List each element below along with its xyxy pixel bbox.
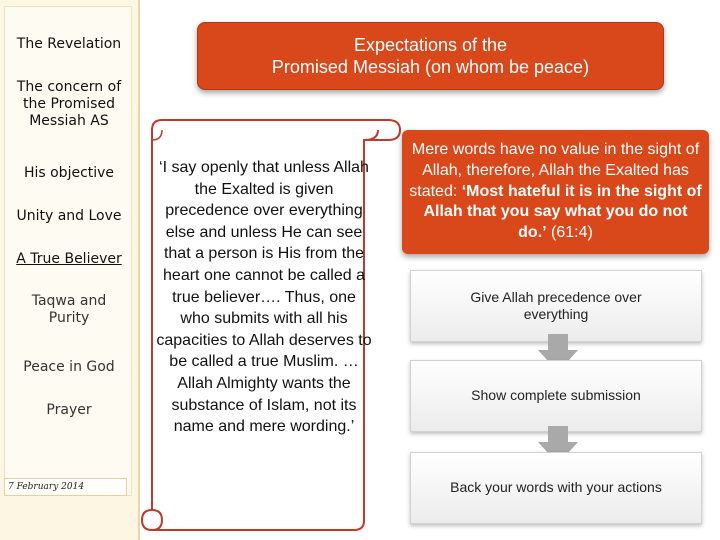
step-complete-submission xyxy=(410,360,702,432)
sidebar-item-the-revelation[interactable]: The Revelation xyxy=(16,36,122,52)
sidebar-item-unity-and-love[interactable]: Unity and Love xyxy=(16,208,122,224)
callout-text xyxy=(408,140,703,244)
date-label: 7 February 2014 xyxy=(4,478,127,496)
sidebar-item-a-true-believer[interactable]: A True Believer xyxy=(16,251,122,267)
callout-intro: Mere words have no value in the sight of Allah, therefore, Allah the Exalted has stated: xyxy=(409,141,700,200)
step-back-words-with-actions xyxy=(410,452,702,524)
quote-text: ‘I say openly that unless Allah the Exalted is given precedence over everything else and unless He can see that a person is His from the heart one cannot be called a true believer…. Thus, one who submits with all his capacities to Allah deserves to be called a true Muslim. … Allah Almighty wants the substance of Islam, not its name and mere wording.’ xyxy=(156,159,372,436)
page-title-line-1: Expectations of the xyxy=(353,34,508,55)
callout-box xyxy=(402,130,709,254)
sidebar-item-taqwa-and-purity[interactable]: Taqwa and Purity xyxy=(31,293,107,326)
page-title xyxy=(197,22,664,90)
page-title-line-2: Promised Messiah (on whom be peace) xyxy=(271,57,590,77)
callout-verse: ‘Most hateful it is in the sight of Allah that you say what you do not do.’ xyxy=(423,182,702,242)
sidebar-item-his-objective[interactable]: His objective xyxy=(23,165,115,181)
step-give-precedence xyxy=(410,270,702,342)
step-label: Back your words with your actions xyxy=(450,479,662,496)
callout-reference: (61:4) xyxy=(546,224,593,242)
sidebar-item-concern[interactable]: The concern of the Promised Messiah AS xyxy=(16,79,122,129)
step-label: Show complete submission xyxy=(471,387,641,404)
sidebar-item-peace-in-god[interactable]: Peace in God xyxy=(23,359,115,375)
sidebar-item-prayer[interactable]: Prayer xyxy=(46,402,92,418)
sidebar xyxy=(0,0,140,540)
step-label: Give Allah precedence over everything xyxy=(470,288,642,322)
